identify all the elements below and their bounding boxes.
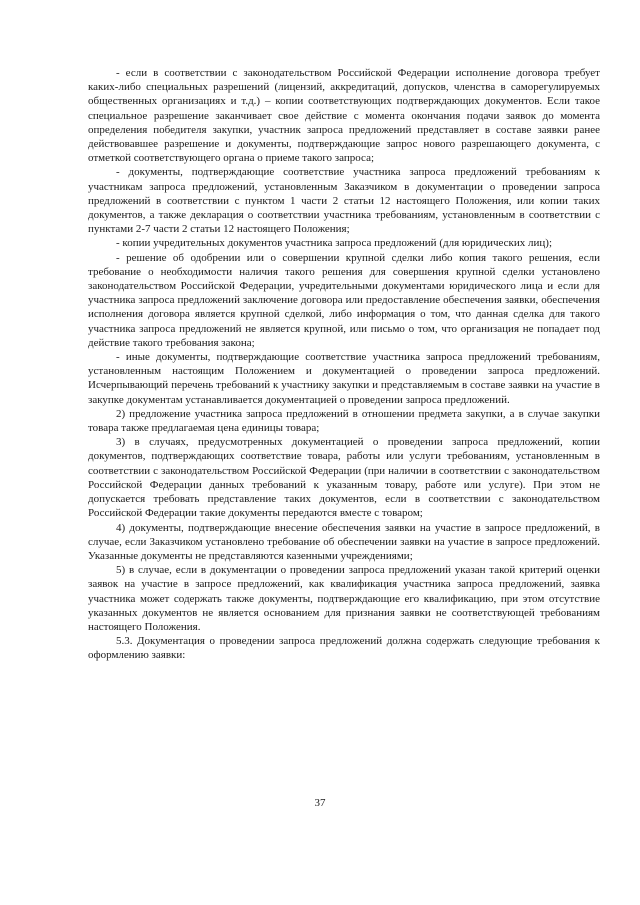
paragraph: 4) документы, подтверждающие внесение обеспечения заявки на участие в запросе предложений, в случае, если Заказчиком установлено требование об обеспечении заявки на участие в запросе предложений. Указанные документы не представляются казенными учреждениями; <box>88 521 600 562</box>
paragraph: 5) в случае, если в документации о проведении запроса предложений указан такой критерий оценки заявок на участие в запросе предложений, как квалификация участника запроса предложений, заявка участника может содержать также документы, подтверждающие его квалификацию, при этом отсутствие указанных документов не является основанием для признания заявки не соответствующей требованиям настоящего Положения. <box>88 564 600 633</box>
paragraph: - решение об одобрении или о совершении крупной сделки либо копия такого решения, если требование о необходимости наличия такого решения для совершения крупной сделки установлено законодательством Российской Федерации, учредительными документами юридического лица и если для участника запроса предложений заключение договора или предоставление обеспечения заявки, обеспечения исполнения договора является крупной сделкой, либо информация о том, что данная сделка для такого участника запроса предложений не является крупной, или письмо о том, что организация не попадает под действие такого требования закона; <box>88 251 600 349</box>
paragraph: - копии учредительных документов участника запроса предложений (для юридических лиц); <box>116 237 553 250</box>
paragraph: 2) предложение участника запроса предложений в отношении предмета закупки, а в случае закупки товара также предлагаемая цена единицы товара; <box>88 407 600 435</box>
paragraph: - иные документы, подтверждающие соответствие участника запроса предложений требованиям, установленным настоящим Положением и документацией о проведении запроса предложений. Исчерпывающий перечень требований к участнику закупки и представляемым в составе заявки на участие в закупке документам устанавливается документацией о проведении запроса предложений. <box>88 351 600 406</box>
page-number: 37 <box>314 797 326 809</box>
body-text <box>88 66 600 663</box>
paragraph: 3) в случаях, предусмотренных документацией о проведении запроса предложений, копии документов, подтверждающих соответствие товара, работы или услуги требованиям, установленным в соответствии с законодательством Российской Федерации (при наличии в соответствии с законодательством Российской Федерации данных требований к указанным товару, работе или услуге). При этом не допускается требовать представление таких документов, если в соответствии с законодательством Российской Федерации такие документы передаются вместе с товаром; <box>88 436 600 520</box>
paragraph: 5.3. Документация о проведении запроса предложений должна содержать следующие требования к оформлению заявки: <box>88 635 600 662</box>
paragraph: - документы, подтверждающие соответствие участника запроса предложений требованиям к участникам запроса предложений, установленным Заказчиком в документации о проведении запроса предложений в соответствии с пунктом 1 части 2 статьи 12 настоящего Положения, или копии таких документов, а также декларация о соответствии участника требованиям, установленным в соответствии с пунктами 2-7 части 2 статьи 12 настоящего Положения; <box>88 166 600 236</box>
paragraph: - если в соответствии с законодательством Российской Федерации исполнение договора требует каких-либо специальных разрешений (лицензий, аккредитаций, допусков, членства в саморегулируемых общественных организациях и т.д.) – копии соответствующих подтверждающих документов. Если такое специальное разрешение заканчивает свое действие с момента окончания подачи заявок до момента определения победителя закупки, участник запроса предложений представляет в составе заявки ранее действовавшее разрешение и документы, подтверждающие запрос нового разрешающего документа, с отметкой соответствующего органа о приеме такого запроса; <box>88 67 600 165</box>
